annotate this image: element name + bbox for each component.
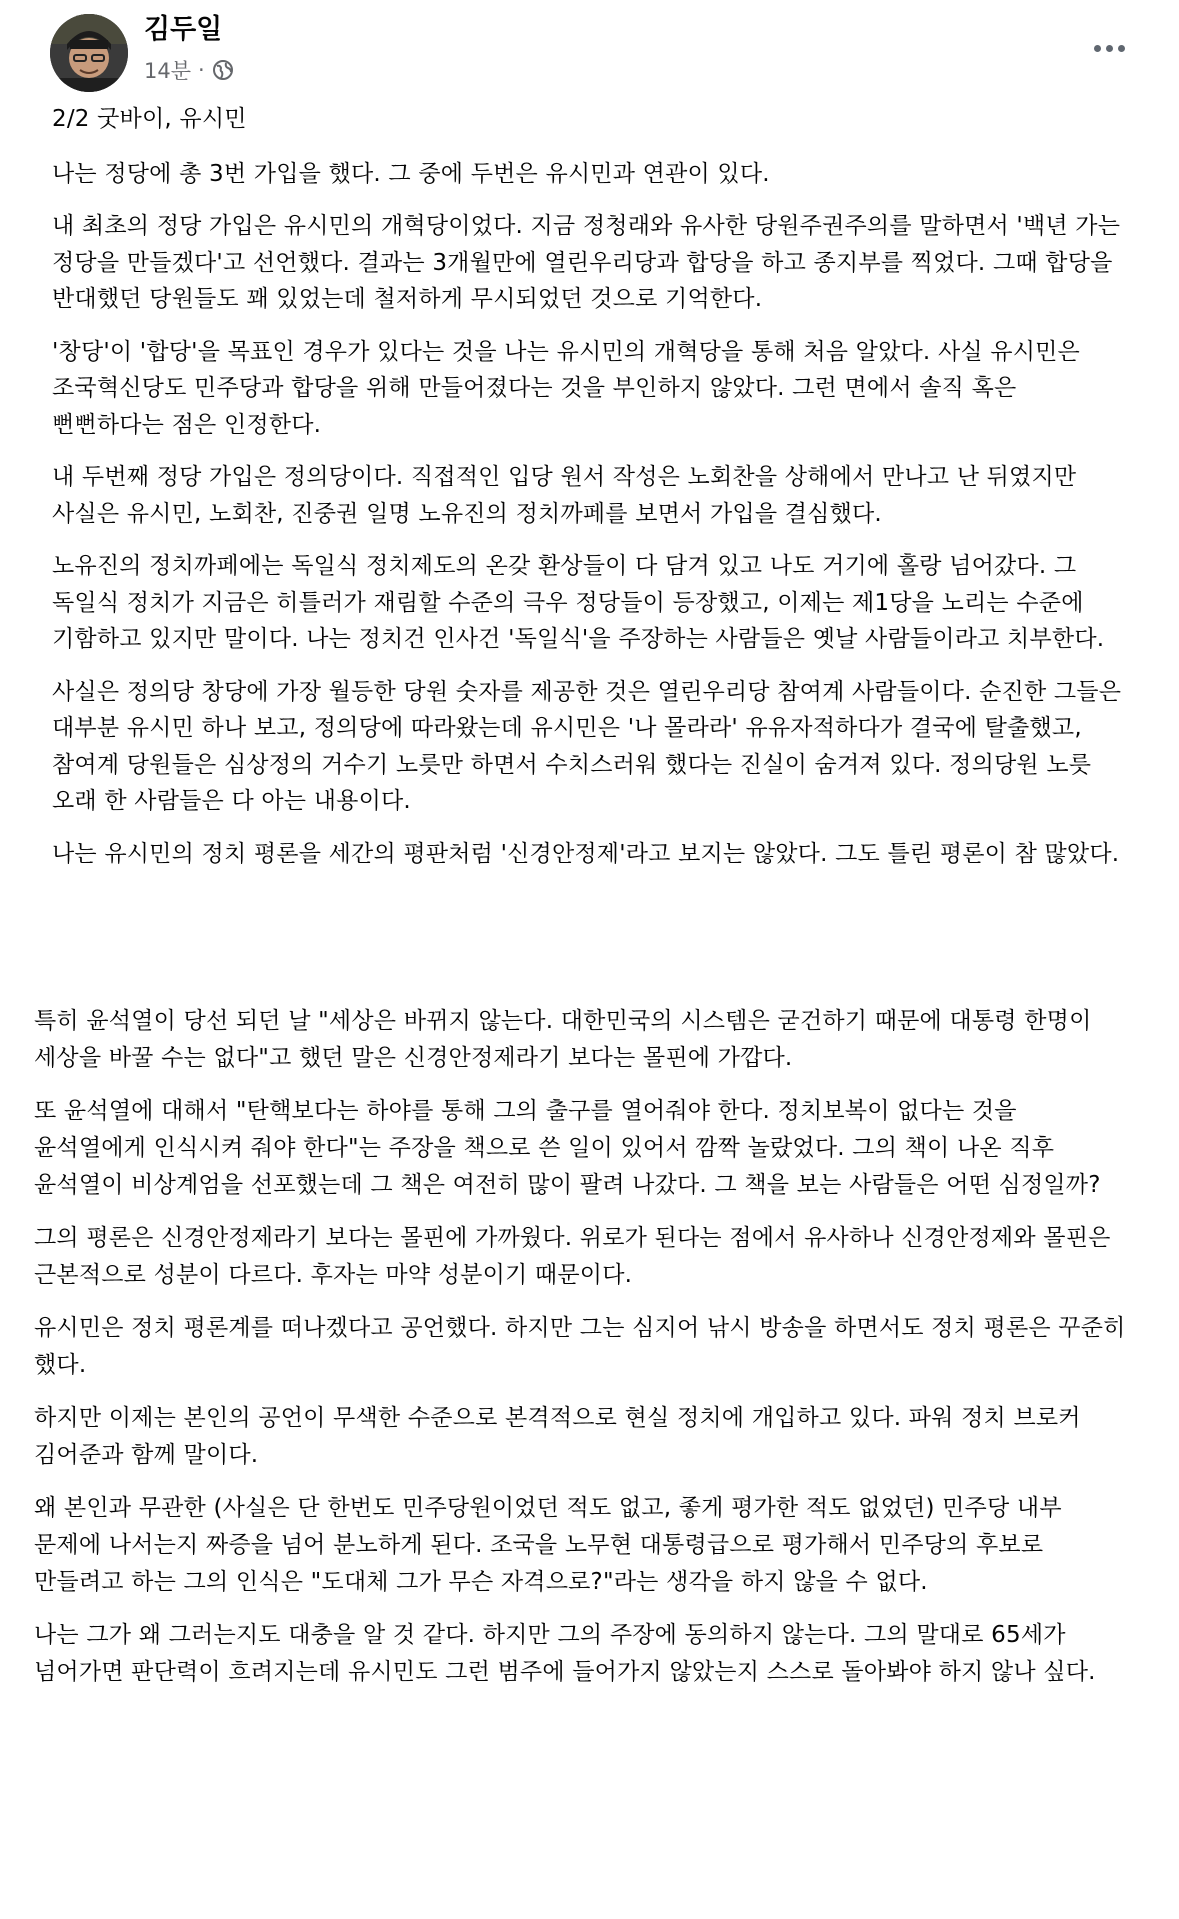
post-paragraph: 또 윤석열에 대해서 "탄핵보다는 하야를 통해 그의 출구를 열어줘야 한다. 정치보복이 없다는 것을 윤석열에게 인식시켜 줘야 한다"는 주장을 책으로 쓴 일이 있어서 깜짝 놀랐었다. 그의 책이 나온 직후 윤석열이 비상계엄을 선포했는데 그 책은 여전히 많이 팔려 나갔다. 그 책을 보는 사람들은 어떤 심정일까?: [34, 1098, 1101, 1198]
post-body-continued: [34, 1003, 1134, 1707]
post-paragraph: 나는 유시민의 정치 평론을 세간의 평판처럼 '신경안정제'라고 보지는 않았다. 그도 틀린 평론이 참 많았다.: [52, 840, 1120, 867]
avatar[interactable]: [50, 14, 128, 92]
globe-icon[interactable]: [212, 59, 234, 81]
post-paragraph: 노유진의 정치까페에는 독일식 정치제도의 온갖 환상들이 다 담겨 있고 나도 거기에 홀랑 넘어갔다. 그 독일식 정치가 지금은 히틀러가 재림할 수준의 극우 정당들이 등장했고, 이제는 제1당을 노리는 수준에 기함하고 있지만 말이다. 나는 정치건 인사건 '독일식'을 주장하는 사람들은 옛날 사람들이라고 치부한다.: [52, 553, 1105, 652]
post-paragraph: 유시민은 정치 평론계를 떠나겠다고 공언했다. 하지만 그는 심지어 낚시 방송을 하면서도 정치 평론은 꾸준히 했다.: [34, 1315, 1126, 1378]
post-paragraph: 사실은 정의당 창당에 가장 월등한 당원 숫자를 제공한 것은 열린우리당 참여계 사람들이다. 순진한 그들은 대부분 유시민 하나 보고, 정의당에 따라왔는데 유시민은 '나 몰라라' 유유자적하다가 결국에 탈출했고, 참여계 당원들은 심상정의 거수기 노릇만 하면서 수치스러워 했다는 진실이 숨겨져 있다. 정의당원 노릇 오래 한 사람들은 다 아는 내용이다.: [52, 678, 1122, 814]
more-horizontal-icon: [1094, 45, 1101, 52]
more-horizontal-icon: [1106, 45, 1113, 52]
avatar-image: [50, 14, 128, 92]
post-title: 2/2 굿바이, 유시민: [52, 106, 247, 132]
post-paragraph: 그의 평론은 신경안정제라기 보다는 몰핀에 가까웠다. 위로가 된다는 점에서 유사하나 신경안정제와 몰핀은 근본적으로 성분이 다르다. 후자는 마약 성분이기 때문이다.: [34, 1225, 1111, 1288]
post-paragraph: 특히 윤석열이 당선 되던 날 "세상은 바뀌지 않는다. 대한민국의 시스템은 굳건하기 때문에 대통령 한명이 세상을 바꿀 수는 없다"고 했던 말은 신경안정제라기 보다는 몰핀에 가깝다.: [34, 1008, 1092, 1071]
post-meta: [144, 54, 234, 86]
post-paragraph: 나는 그가 왜 그러는지도 대충을 알 것 같다. 하지만 그의 주장에 동의하지 않는다. 그의 말대로 65세가 넘어가면 판단력이 흐려지는데 유시민도 그런 범주에 들어가지 않았는지 스스로 돌아봐야 하지 않나 싶다.: [34, 1622, 1096, 1685]
author-name[interactable]: 김두일: [144, 14, 223, 45]
post-paragraph: 왜 본인과 무관한 (사실은 단 한번도 민주당원이었던 적도 없고, 좋게 평가한 적도 없었던) 민주당 내부 문제에 나서는지 짜증을 넘어 분노하게 된다. 조국을 노무현 대통령급으로 평가해서 민주당의 후보로 만들려고 하는 그의 인식은 "도대체 그가 무슨 자격으로?"라는 생각을 하지 않을 수 없다.: [34, 1495, 1062, 1595]
post-paragraph: 나는 정당에 총 3번 가입을 했다. 그 중에 두번은 유시민과 연관이 있다.: [52, 160, 770, 187]
more-options-button[interactable]: [1087, 28, 1131, 68]
post-paragraph: '창당'이 '합당'을 목표인 경우가 있다는 것을 나는 유시민의 개혁당을 통해 처음 알았다. 사실 유시민은 조국혁신당도 민주당과 합당을 위해 만들어졌다는 것을 부인하지 않았다. 그런 면에서 솔직 혹은 뻔뻔하다는 점은 인정한다.: [52, 338, 1080, 438]
meta-separator: ·: [198, 58, 205, 82]
post-time[interactable]: 14분: [144, 59, 192, 83]
post-paragraph: 내 두번째 정당 가입은 정의당이다. 직접적인 입당 원서 작성은 노회찬을 상해에서 만나고 난 뒤였지만 사실은 유시민, 노회찬, 진중권 일명 노유진의 정치까페를 보면서 가입을 결심했다.: [52, 464, 1077, 527]
post-body: [52, 101, 1130, 888]
more-horizontal-icon: [1118, 45, 1125, 52]
post-paragraph: 하지만 이제는 본인의 공언이 무색한 수준으로 본격적으로 현실 정치에 개입하고 있다. 파워 정치 브로커 김어준과 함께 말이다.: [34, 1405, 1081, 1468]
post-paragraph: 내 최초의 정당 가입은 유시민의 개혁당이었다. 지금 정청래와 유사한 당원주권주의를 말하면서 '백년 가는 정당을 만들겠다'고 선언했다. 결과는 3개월만에 열린우리당과 합당을 하고 종지부를 찍었다. 그때 합당을 반대했던 당원들도 꽤 있었는데 철저하게 무시되었던 것으로 기억한다.: [52, 213, 1121, 312]
